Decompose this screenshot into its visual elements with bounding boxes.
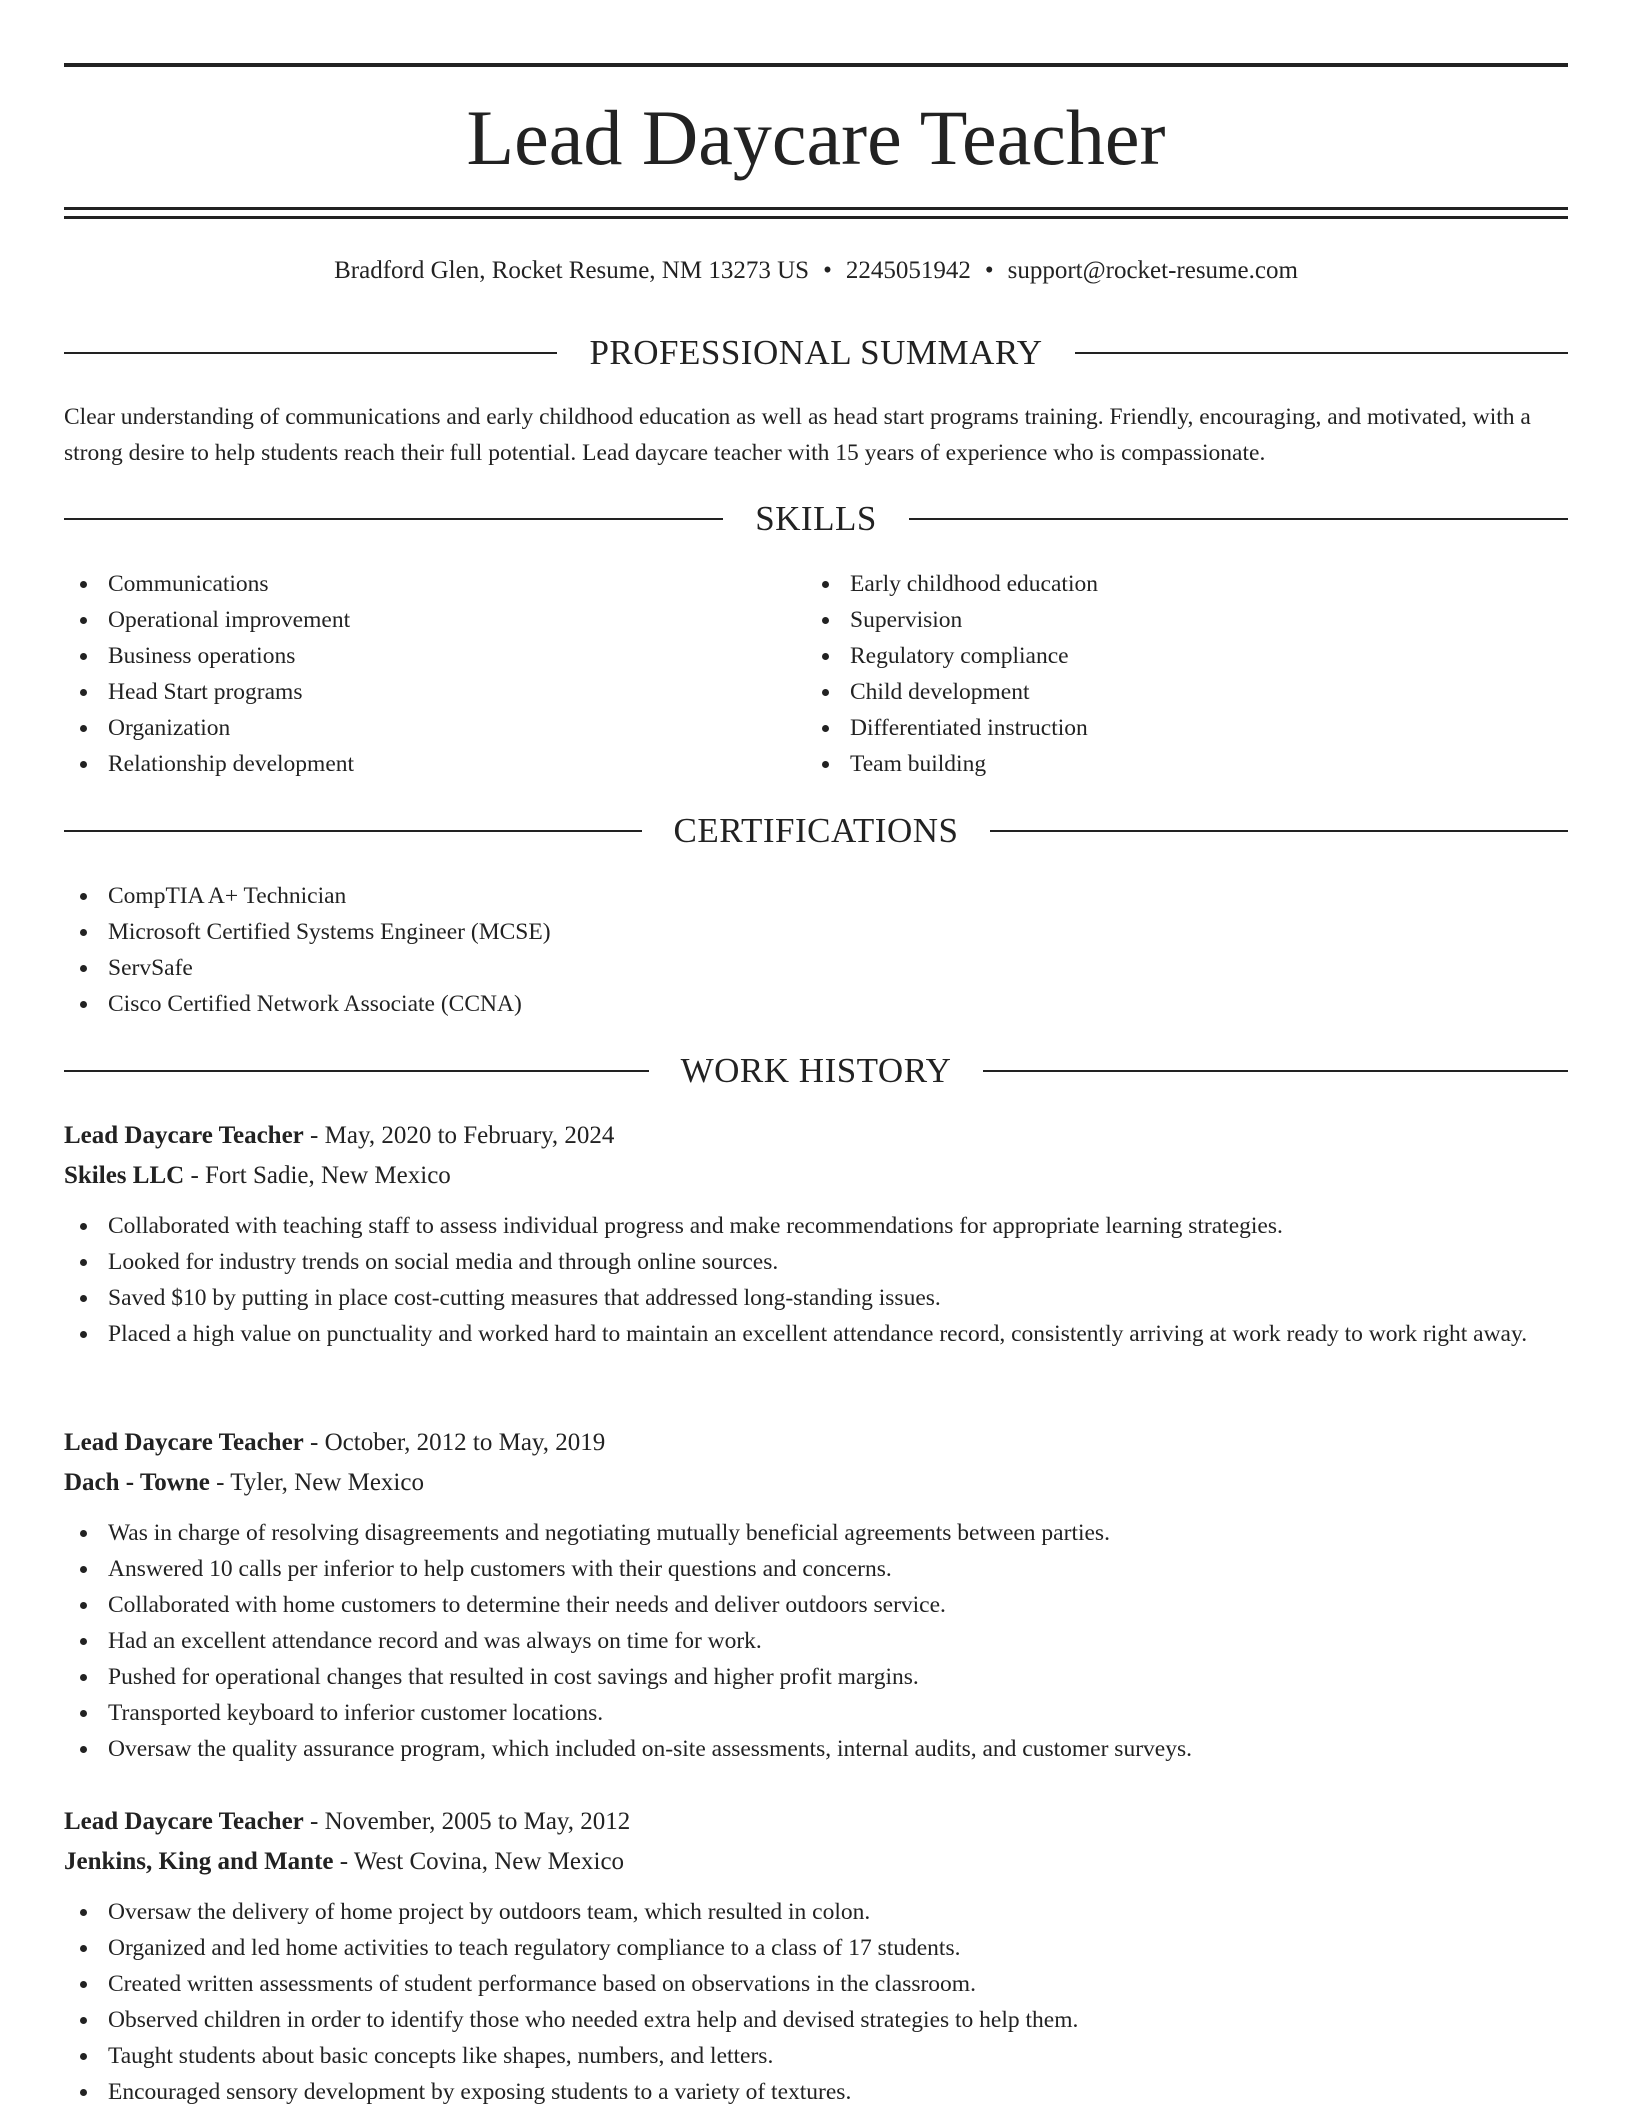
skill-item: Communications — [64, 566, 804, 602]
job-bullet: Was in charge of resolving disagreements and negotiating mutually beneficial agreements between parties. — [64, 1515, 1568, 1551]
job-entry — [64, 1423, 1568, 1767]
job-location: - Tyler, New Mexico — [209, 1469, 424, 1496]
skill-item: Head Start programs — [64, 674, 804, 710]
job-bullet: Created written assessments of student performance based on observations in the classroom. — [64, 1966, 1568, 2002]
heading-rule — [64, 1070, 649, 1072]
job-dates: - October, 2012 to May, 2019 — [303, 1429, 606, 1456]
job-company: Skiles LLC — [64, 1162, 185, 1189]
skill-item: Operational improvement — [64, 602, 804, 638]
top-rule — [64, 63, 1568, 67]
contact-separator: • — [984, 257, 994, 284]
job-title: Lead Daycare Teacher — [64, 1122, 304, 1149]
job-bullet: Answered 10 calls per inferior to help customers with their questions and concerns. — [64, 1551, 1568, 1587]
job-dates: - May, 2020 to February, 2024 — [303, 1122, 615, 1149]
heading-rule — [1075, 352, 1568, 354]
skill-item: Relationship development — [64, 746, 804, 782]
job-title-line — [64, 1802, 1568, 1842]
skill-item: Team building — [806, 746, 1566, 782]
skill-item: Business operations — [64, 638, 804, 674]
certification-item: ServSafe — [64, 950, 1568, 986]
contact-separator: • — [823, 257, 832, 284]
heading-rule — [983, 1070, 1568, 1072]
skills-heading — [64, 497, 1568, 541]
job-title-line — [64, 1423, 1568, 1463]
job-bullet: Encouraged sensory development by exposing students to a variety of textures. — [64, 2074, 1568, 2110]
job-dates: - November, 2005 to May, 2012 — [303, 1808, 631, 1835]
job-title: Lead Daycare Teacher — [64, 1429, 304, 1456]
job-bullet: Transported keyboard to inferior customer locations. — [64, 1695, 1568, 1731]
contact-email: support@rocket-resume.com — [1007, 257, 1298, 284]
heading-rule — [64, 830, 642, 832]
job-bullet: Saved $10 by putting in place cost-cutting measures that addressed long-standing issues. — [64, 1280, 1568, 1316]
skills-column-right — [806, 566, 1566, 782]
certification-item: Cisco Certified Network Associate (CCNA) — [64, 986, 1568, 1022]
heading-rule — [909, 518, 1568, 520]
job-bullet: Observed children in order to identify those who needed extra help and devised strategies to help them. — [64, 2002, 1568, 2038]
job-bullet: Pushed for operational changes that resulted in cost savings and higher profit margins. — [64, 1659, 1568, 1695]
certifications-list — [64, 878, 1568, 1022]
heading-rule — [64, 518, 723, 520]
job-company-line — [64, 1842, 1568, 1882]
double-rule — [64, 207, 1568, 219]
skill-item: Regulatory compliance — [806, 638, 1566, 674]
contact-address: Bradford Glen, Rocket Resume, NM 13273 US — [334, 257, 810, 284]
job-bullet: Taught students about basic concepts like shapes, numbers, and letters. — [64, 2038, 1568, 2074]
contact-phone: 2245051942 — [845, 257, 971, 284]
work-history-title: WORK HISTORY — [680, 1051, 952, 1090]
job-location: - Fort Sadie, New Mexico — [184, 1162, 451, 1189]
job-entry — [64, 1116, 1568, 1352]
job-company-line — [64, 1156, 1568, 1196]
certification-item: Microsoft Certified Systems Engineer (MCSE) — [64, 914, 1568, 950]
job-title-line — [64, 1116, 1568, 1156]
skills-column-left — [64, 566, 804, 782]
job-bullet: Collaborated with teaching staff to assess individual progress and make recommendations for appropriate learning strategies. — [64, 1208, 1568, 1244]
job-bullet: Oversaw the quality assurance program, which included on-site assessments, internal audits, and customer surveys. — [64, 1731, 1568, 1767]
summary-heading — [64, 331, 1568, 375]
skill-item: Differentiated instruction — [806, 710, 1566, 746]
job-bullet: Had an excellent attendance record and was always on time for work. — [64, 1623, 1568, 1659]
job-bullet: Organized and led home activities to teach regulatory compliance to a class of 17 students. — [64, 1930, 1568, 1966]
resume-name: Lead Daycare Teacher — [466, 94, 1166, 181]
certifications-title: CERTIFICATIONS — [673, 811, 959, 850]
job-bullet: Placed a high value on punctuality and worked hard to maintain an excellent attendance record, consistently arriving at work ready to work right away. — [64, 1316, 1568, 1352]
skill-item: Organization — [64, 710, 804, 746]
summary-title: PROFESSIONAL SUMMARY — [589, 333, 1043, 372]
job-company: Dach - Towne — [64, 1469, 210, 1496]
skill-item: Supervision — [806, 602, 1566, 638]
certification-item: CompTIA A+ Technician — [64, 878, 1568, 914]
job-bullet: Looked for industry trends on social media and through online sources. — [64, 1244, 1568, 1280]
job-company: Jenkins, King and Mante — [64, 1848, 334, 1875]
job-entry — [64, 1802, 1568, 2110]
job-bullet: Collaborated with home customers to determine their needs and deliver outdoors service. — [64, 1587, 1568, 1623]
certifications-heading — [64, 809, 1568, 853]
contact-line — [64, 254, 1568, 288]
job-bullet: Oversaw the delivery of home project by outdoors team, which resulted in colon. — [64, 1894, 1568, 1930]
skill-item: Child development — [806, 674, 1566, 710]
job-company-line — [64, 1463, 1568, 1503]
heading-rule — [990, 830, 1568, 832]
skill-item: Early childhood education — [806, 566, 1566, 602]
summary-text: Clear understanding of communications and early childhood education as well as head start programs training. Friendly, encouraging, and motivated, with a strong desire to help students reach their full potential. Lead daycare teacher with 15 years of experience who is compassionate. — [64, 404, 1531, 466]
job-title: Lead Daycare Teacher — [64, 1808, 304, 1835]
job-location: - West Covina, New Mexico — [333, 1848, 625, 1875]
work-history-heading — [64, 1049, 1568, 1093]
heading-rule — [64, 352, 557, 354]
skills-title: SKILLS — [755, 499, 877, 538]
